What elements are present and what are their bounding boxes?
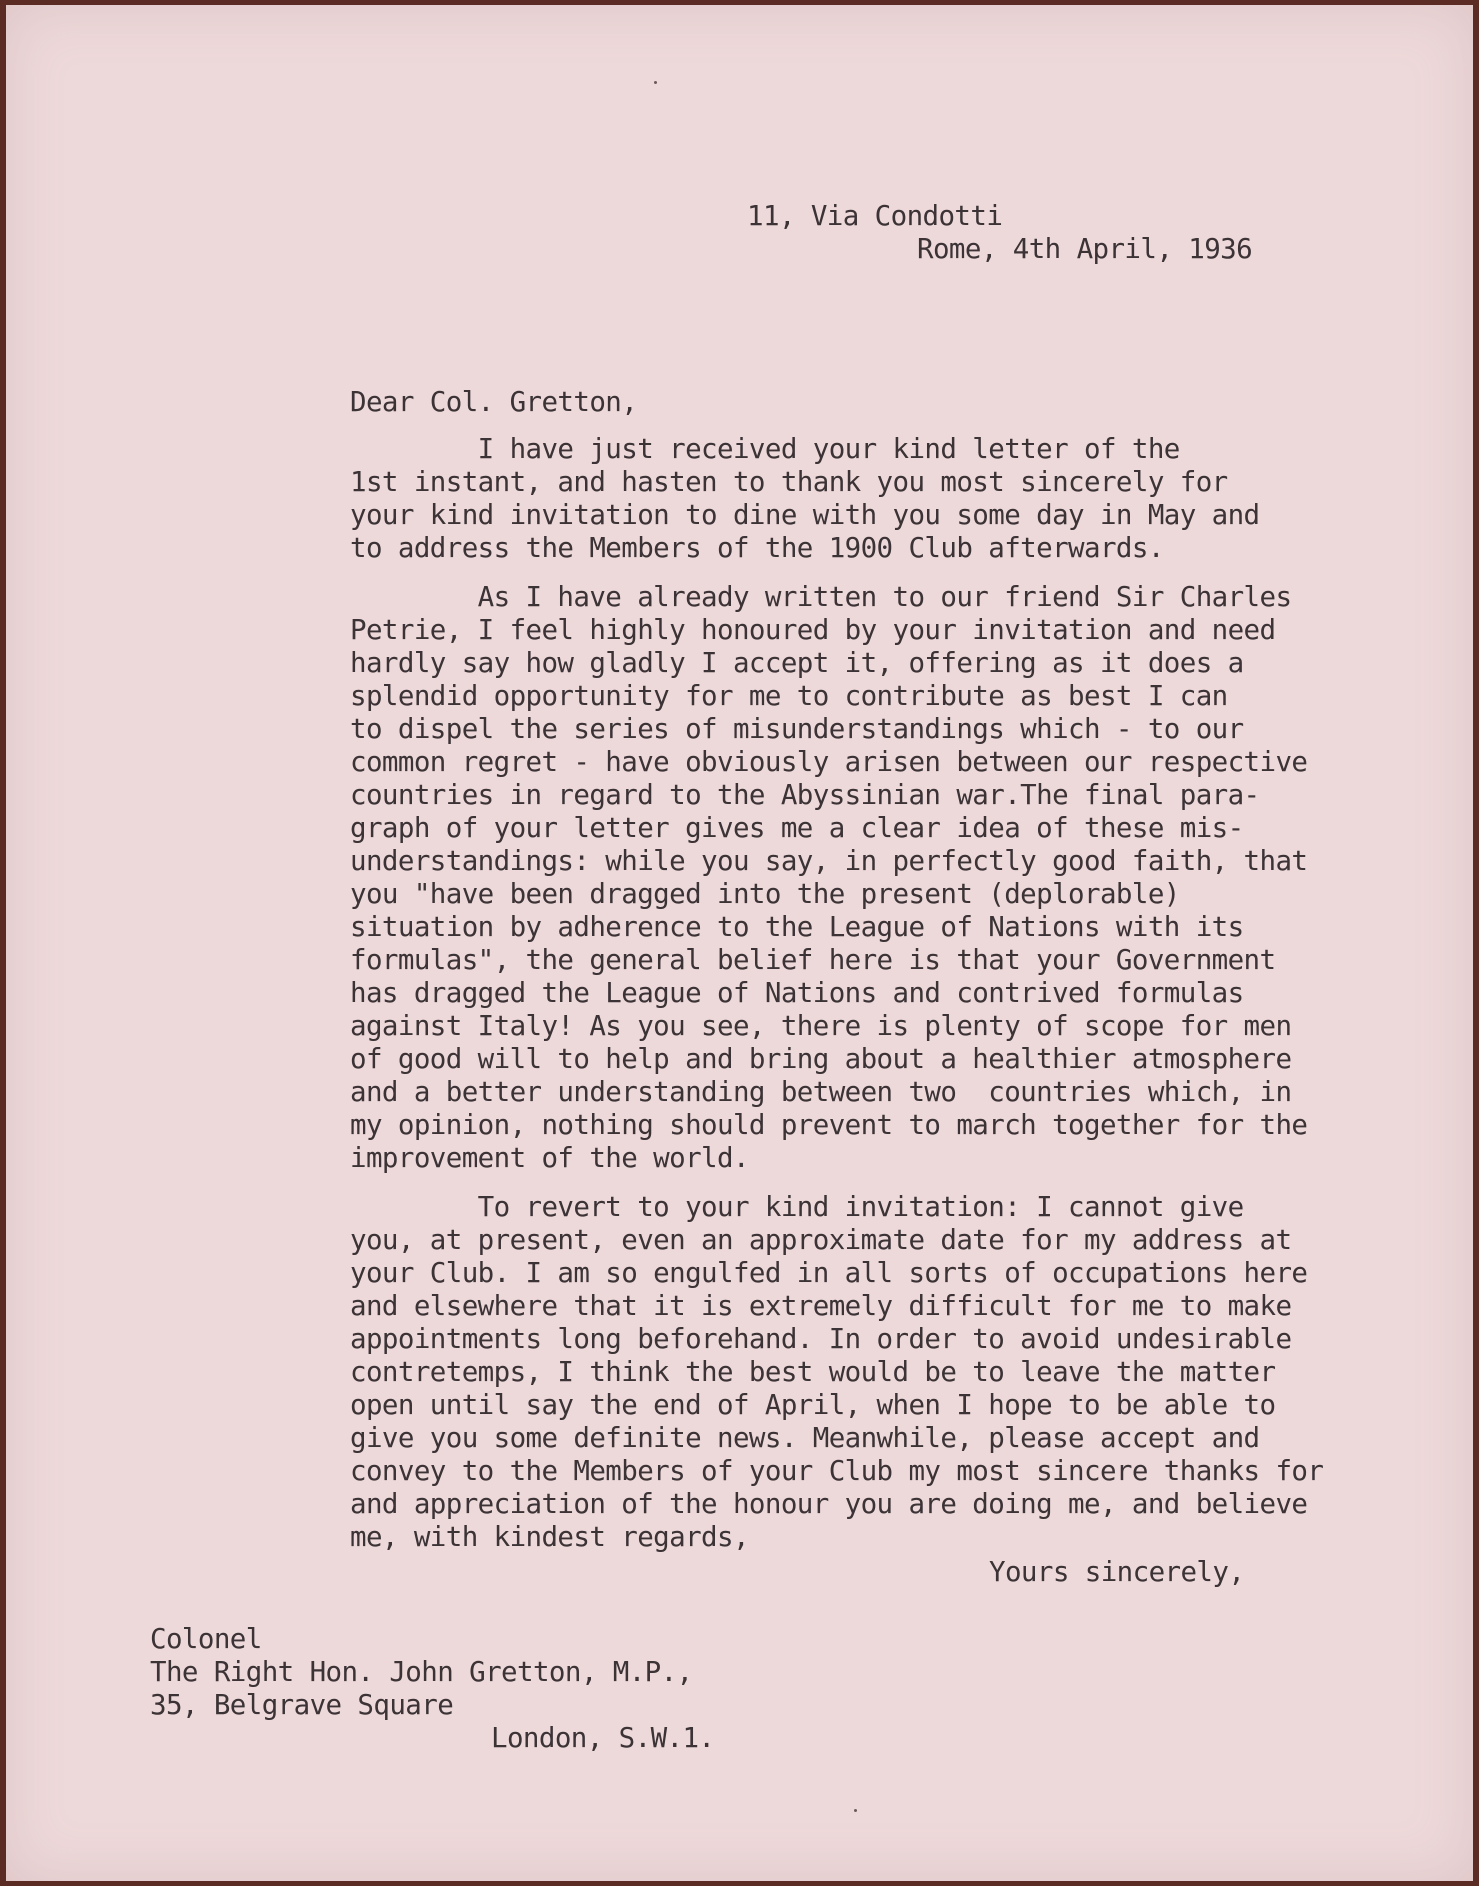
recipient-address-line-1: Colonel: [150, 1623, 262, 1655]
paragraph-2-line: against Italy! As you see, there is plenty of scope for men: [350, 1010, 1292, 1042]
sender-address-street: 11, Via Condotti: [747, 200, 1003, 232]
paragraph-2-line: you "have been dragged into the present (deplorable): [350, 878, 1180, 910]
paragraph-2-line: improvement of the world.: [350, 1142, 749, 1174]
paragraph-3-line: convey to the Members of your Club my most sincere thanks for: [350, 1455, 1324, 1487]
paragraph-2-line: common regret - have obviously arisen between our respective: [350, 746, 1308, 778]
paper-speck: [654, 81, 657, 84]
paragraph-2-line: understandings: while you say, in perfectly good faith, that: [350, 845, 1308, 877]
salutation: Dear Col. Gretton,: [350, 386, 638, 418]
paragraph-3-line: appointments long beforehand. In order to avoid undesirable: [350, 1323, 1292, 1355]
paragraph-2-line: to dispel the series of misunderstandings which - to our: [350, 713, 1244, 745]
paragraph-3-line: contretemps, I think the best would be to leave the matter: [350, 1356, 1276, 1388]
paragraph-2-line: formulas", the general belief here is that your Government: [350, 944, 1276, 976]
paragraph-2-line: of good will to help and bring about a healthier atmosphere: [350, 1043, 1292, 1075]
paragraph-3-line: open until say the end of April, when I hope to be able to: [350, 1389, 1276, 1421]
paragraph-3-line: you, at present, even an approximate date for my address at: [350, 1224, 1292, 1256]
recipient-address-line-4: London, S.W.1.: [491, 1722, 715, 1754]
paragraph-3-line: and appreciation of the honour you are doing me, and believe: [350, 1488, 1308, 1520]
paragraph-1-line: I have just received your kind letter of the: [350, 433, 1180, 465]
paragraph-2-line: Petrie, I feel highly honoured by your invitation and need: [350, 614, 1276, 646]
paragraph-2-line: splendid opportunity for me to contribute as best I can: [350, 680, 1228, 712]
paragraph-3-line: and elsewhere that it is extremely difficult for me to make: [350, 1290, 1292, 1322]
paragraph-3-line: give you some definite news. Meanwhile, please accept and: [350, 1422, 1260, 1454]
sender-address-date: Rome, 4th April, 1936: [917, 233, 1253, 265]
recipient-address-line-3: 35, Belgrave Square: [150, 1689, 454, 1721]
paragraph-3-line: To revert to your kind invitation: I cannot give: [350, 1191, 1244, 1223]
paragraph-1-line: 1st instant, and hasten to thank you most sincerely for: [350, 466, 1228, 498]
paragraph-2-line: countries in regard to the Abyssinian war.The final para-: [350, 779, 1260, 811]
paragraph-2-line: As I have already written to our friend Sir Charles: [350, 581, 1292, 613]
paper-speck: [854, 1809, 857, 1812]
paragraph-3-line: me, with kindest regards,: [350, 1521, 749, 1553]
paragraph-1-line: to address the Members of the 1900 Club afterwards.: [350, 532, 1164, 564]
paragraph-2-line: has dragged the League of Nations and contrived formulas: [350, 977, 1244, 1009]
paragraph-1-line: your kind invitation to dine with you some day in May and: [350, 499, 1260, 531]
paragraph-2-line: and a better understanding between two countries which, in: [350, 1076, 1292, 1108]
paragraph-2-line: hardly say how gladly I accept it, offering as it does a: [350, 647, 1244, 679]
paragraph-2-line: situation by adherence to the League of Nations with its: [350, 911, 1244, 943]
closing: Yours sincerely,: [989, 1556, 1245, 1588]
paragraph-3-line: your Club. I am so engulfed in all sorts of occupations here: [350, 1257, 1308, 1289]
paragraph-2-line: graph of your letter gives me a clear idea of these mis-: [350, 812, 1244, 844]
paragraph-2-line: my opinion, nothing should prevent to march together for the: [350, 1109, 1308, 1141]
letter-page: [6, 5, 1473, 1881]
recipient-address-line-2: The Right Hon. John Gretton, M.P.,: [150, 1656, 693, 1688]
